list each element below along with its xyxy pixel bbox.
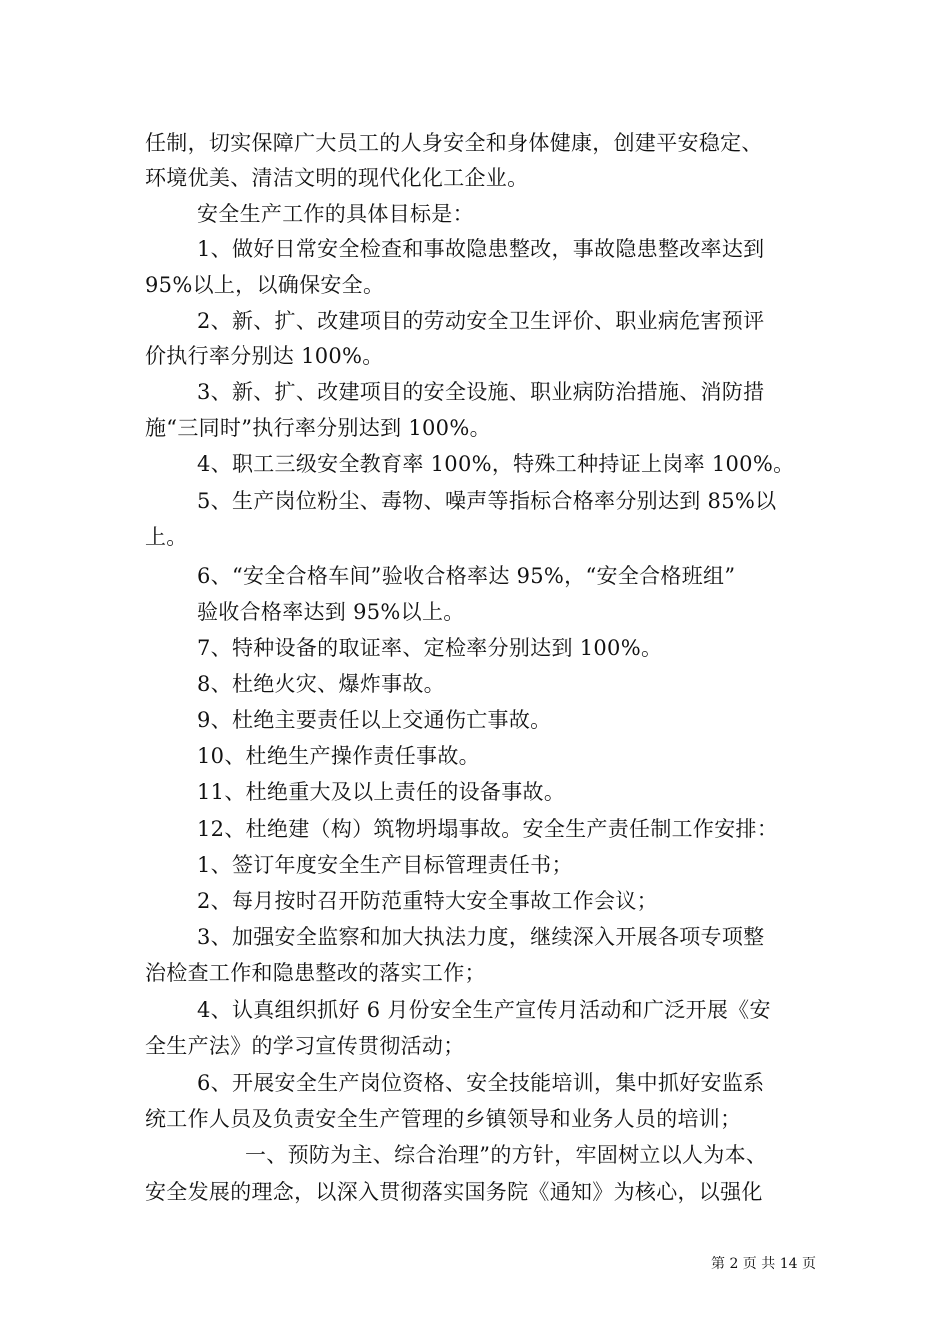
text-line: 一、预防为主、综合治理”的方针，牢固树立以人为本、 bbox=[245, 1143, 768, 1167]
text-line: 12、杜绝建（构）筑物坍塌事故。安全生产责任制工作安排： bbox=[197, 817, 779, 841]
text-line: 2、每月按时召开防范重特大安全事故工作会议； bbox=[197, 889, 658, 913]
text-line: 7、特种设备的取证率、定检率分别达到 100%。 bbox=[197, 636, 663, 660]
text-line: 5、生产岗位粉尘、毒物、噪声等指标合格率分别达到 85%以 bbox=[197, 489, 777, 513]
text-line: 9、杜绝主要责任以上交通伤亡事故。 bbox=[197, 708, 552, 732]
text-line: 治检查工作和隐患整改的落实工作； bbox=[145, 961, 486, 985]
text-line: 施“三同时”执行率分别达到 100%。 bbox=[145, 416, 491, 440]
text-line: 1、做好日常安全检查和事故隐患整改，事故隐患整改率达到 bbox=[197, 237, 765, 261]
text-line: 3、加强安全监察和加大执法力度，继续深入开展各项专项整 bbox=[197, 925, 765, 949]
text-line: 环境优美、清洁文明的现代化化工企业。 bbox=[145, 166, 529, 190]
text-line: 全生产法》的学习宣传贯彻活动； bbox=[145, 1034, 465, 1058]
text-line: 价执行率分别达 100%。 bbox=[145, 344, 384, 368]
text-line: 11、杜绝重大及以上责任的设备事故。 bbox=[197, 780, 566, 804]
text-line: 8、杜绝火灾、爆炸事故。 bbox=[197, 672, 445, 696]
text-line: 安全生产工作的具体目标是： bbox=[197, 202, 474, 226]
text-line: 上。 bbox=[145, 525, 188, 549]
text-line: 3、新、扩、改建项目的安全设施、职业病防治措施、消防措 bbox=[197, 380, 765, 404]
text-line: 6、开展安全生产岗位资格、安全技能培训，集中抓好安监系 bbox=[197, 1071, 765, 1095]
page-number: 第 2 页 共 14 页 bbox=[711, 1256, 816, 1272]
text-line: 6、“安全合格车间”验收合格率达 95%，“安全合格班组” bbox=[197, 564, 736, 588]
text-line: 10、杜绝生产操作责任事故。 bbox=[197, 744, 480, 768]
text-line: 4、职工三级安全教育率 100%，特殊工种持证上岗率 100%。 bbox=[197, 452, 795, 476]
text-line: 验收合格率达到 95%以上。 bbox=[197, 600, 465, 624]
text-line: 95%以上，以确保安全。 bbox=[145, 273, 385, 297]
text-line: 1、签订年度安全生产目标管理责任书； bbox=[197, 853, 573, 877]
text-line: 4、认真组织抓好 6 月份安全生产宣传月活动和广泛开展《安 bbox=[197, 998, 771, 1022]
text-line: 统工作人员及负责安全生产管理的乡镇领导和业务人员的培训； bbox=[145, 1107, 742, 1131]
text-line: 2、新、扩、改建项目的劳动安全卫生评价、职业病危害预评 bbox=[197, 309, 765, 333]
text-line: 安全发展的理念，以深入贯彻落实国务院《通知》为核心，以强化 bbox=[145, 1180, 763, 1204]
text-line: 任制，切实保障广大员工的人身安全和身体健康，创建平安稳定、 bbox=[145, 131, 763, 155]
